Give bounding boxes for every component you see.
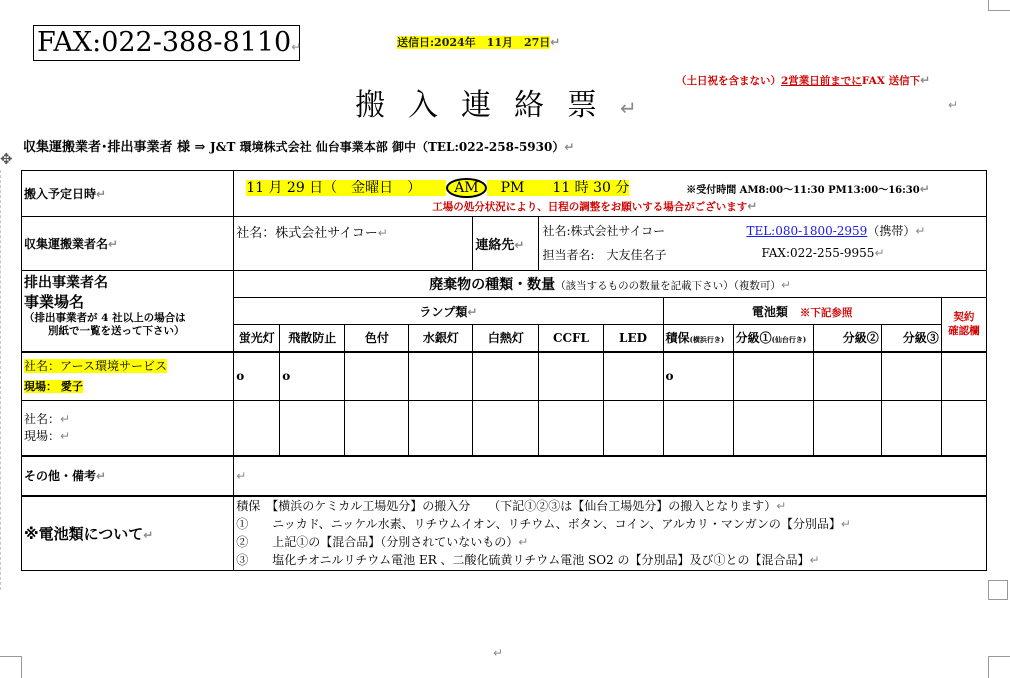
col-shatterproof: 飛散防止 bbox=[280, 325, 345, 352]
contact-tel: TEL:080-1800-2959（携帯）↵ bbox=[746, 224, 926, 238]
remarks-label: その他・備考↵ bbox=[22, 456, 234, 496]
reception-hours: ※受付時間 AM8:00～11:30 PM13:00～16:30↵ bbox=[686, 182, 930, 196]
collector-row bbox=[22, 217, 987, 271]
col-mercury: 水銀灯 bbox=[409, 325, 473, 352]
schedule-row bbox=[22, 171, 987, 217]
row2-cell-sekiho[interactable] bbox=[663, 401, 733, 456]
row1-cell-colored[interactable] bbox=[345, 352, 409, 401]
battery-info-row bbox=[22, 496, 987, 571]
row2-cell-contract[interactable] bbox=[941, 401, 986, 456]
contact-person: 担当者名: 大友佳名子 bbox=[542, 248, 667, 262]
table-row bbox=[22, 352, 987, 401]
row2-cell-ccfl[interactable] bbox=[539, 401, 603, 456]
corner-mark-bottom-right-h bbox=[988, 656, 1010, 657]
sent-date: 送信日:2024年 11月 27日↵ bbox=[397, 35, 561, 49]
row2-cell-fluorescent[interactable] bbox=[234, 401, 280, 456]
col-fluorescent: 蛍光灯 bbox=[234, 325, 280, 352]
row1-cell-incandescent[interactable] bbox=[473, 352, 539, 401]
remarks-cell[interactable]: ↵ bbox=[234, 456, 987, 496]
tel-link[interactable]: TEL:080-1800-2959 bbox=[746, 224, 868, 238]
row1-cell-contract[interactable] bbox=[941, 352, 986, 401]
row1-cell-sekiho[interactable]: o bbox=[663, 352, 733, 401]
contact-company: 社名:株式会社サイコー bbox=[542, 224, 666, 238]
row1-cell-class2[interactable] bbox=[813, 352, 881, 401]
deadline-note: （土日祝を含まない）2営業日前までにFAX 送信下↵ bbox=[676, 73, 931, 87]
row1-cell-class3[interactable] bbox=[881, 352, 941, 401]
lamp-group-header: ランプ類↵ bbox=[234, 298, 663, 325]
contract-check-header: 契約 確認欄 bbox=[941, 298, 986, 352]
row1-company-site[interactable]: 社名：アース環境サービス 現場： 愛子 bbox=[22, 352, 234, 401]
corner-mark-top-right-v bbox=[988, 0, 989, 10]
pm-option: PM bbox=[500, 180, 525, 196]
col-ccfl: CCFL bbox=[539, 325, 603, 352]
contact-fax: FAX:022-255-9955↵ bbox=[761, 246, 885, 260]
page-title: 搬入連絡票↵ bbox=[355, 88, 637, 123]
am-option: AM bbox=[446, 178, 486, 198]
contact-cell[interactable] bbox=[539, 217, 987, 271]
collector-label: 収集運搬業者名↵ bbox=[22, 217, 234, 271]
row2-cell-led[interactable] bbox=[603, 401, 663, 456]
waste-type-header: 廃棄物の種類・数量（該当するものの数量を記載下さい）（複数可）↵ bbox=[234, 271, 987, 298]
battery-info-label: ※電池類について↵ bbox=[22, 496, 234, 571]
waste-header-row bbox=[22, 271, 987, 298]
paragraph-mark: ↵ bbox=[493, 646, 504, 660]
table-row bbox=[22, 401, 987, 456]
row1-cell-led[interactable] bbox=[603, 352, 663, 401]
corner-mark-top-right-h bbox=[988, 10, 1010, 11]
table-move-handle-icon[interactable]: ✥ bbox=[0, 150, 13, 168]
row2-cell-class2[interactable] bbox=[813, 401, 881, 456]
adjust-note: 工場の処分状況により、日程の調整をお願いする場合がございます↵ bbox=[432, 199, 758, 213]
col-class1: 分級①(仙台行き) bbox=[733, 325, 813, 352]
delivery-form-table bbox=[21, 170, 987, 571]
row2-cell-incandescent[interactable] bbox=[473, 401, 539, 456]
remarks-row bbox=[22, 456, 987, 496]
row2-cell-class3[interactable] bbox=[881, 401, 941, 456]
battery-info-text: 積保 【横浜のケミカル工場処分】の搬入分 （下記①②③は【仙台工場処分】の搬入となります）↵ ① ニッカド、ニッケル水素、リチウムイオン、リチウム、ボタン、コイン、アルカリ・マンガンの【分別品】↵ ② 上記①の【混合品】（分別されていないもの）↵ ③ 塩化チオニルリチウム電池 ER 、二酸化硫黄リチウム電池 SO2 の【分別品】及び①との【混合品】↵ bbox=[234, 496, 987, 571]
corner-mark-bottom-right-v bbox=[988, 656, 989, 678]
battery-group-header: 電池類 ※下記参照 bbox=[663, 298, 941, 325]
row1-cell-shatterproof[interactable]: o bbox=[280, 352, 345, 401]
col-sekiho: 積保(横浜行き) bbox=[663, 325, 733, 352]
col-class3: 分級③ bbox=[881, 325, 941, 352]
table-resize-handle[interactable] bbox=[988, 580, 1008, 600]
contact-label: 連絡先↵ bbox=[473, 217, 539, 271]
col-colored: 色付 bbox=[345, 325, 409, 352]
discharger-label: 排出事業者名 事業場名 （排出事業者が 4 社以上の場合は 別紙で一覧を送って下さい） bbox=[22, 271, 234, 352]
corner-mark-bottom-left-h bbox=[0, 656, 21, 657]
col-incandescent: 白熱灯 bbox=[473, 325, 539, 352]
row2-company-site[interactable]: 社名：↵ 現場：↵ bbox=[22, 401, 234, 456]
row1-cell-mercury[interactable] bbox=[409, 352, 473, 401]
schedule-cell[interactable] bbox=[234, 171, 987, 217]
schedule-label: 搬入予定日時↵ bbox=[22, 171, 234, 217]
paragraph-mark: ↵ bbox=[948, 98, 959, 112]
addressee-line: 収集運搬業者･排出事業者 様 ⇒ J&T 環境株式会社 仙台事業本部 御中（TEL:022-258-5930）↵ bbox=[23, 140, 575, 155]
row1-cell-class1[interactable] bbox=[733, 352, 813, 401]
row2-cell-shatterproof[interactable] bbox=[280, 401, 345, 456]
row2-cell-mercury[interactable] bbox=[409, 401, 473, 456]
corner-mark-bottom-left-v bbox=[21, 656, 22, 678]
row2-cell-colored[interactable] bbox=[345, 401, 409, 456]
col-led: LED bbox=[603, 325, 663, 352]
collector-company[interactable]: 社名：株式会社サイコー↵ bbox=[234, 217, 473, 271]
row1-cell-fluorescent[interactable]: o bbox=[234, 352, 280, 401]
schedule-value: 11 月 29 日（ 金曜日 ） AM PM 11 時 30 分 bbox=[246, 180, 630, 196]
fax-number: FAX:022-388-8110↵ bbox=[33, 25, 300, 61]
col-class2: 分級② bbox=[813, 325, 881, 352]
row1-cell-ccfl[interactable] bbox=[539, 352, 603, 401]
row2-cell-class1[interactable] bbox=[733, 401, 813, 456]
left-margin-guide bbox=[0, 170, 4, 590]
